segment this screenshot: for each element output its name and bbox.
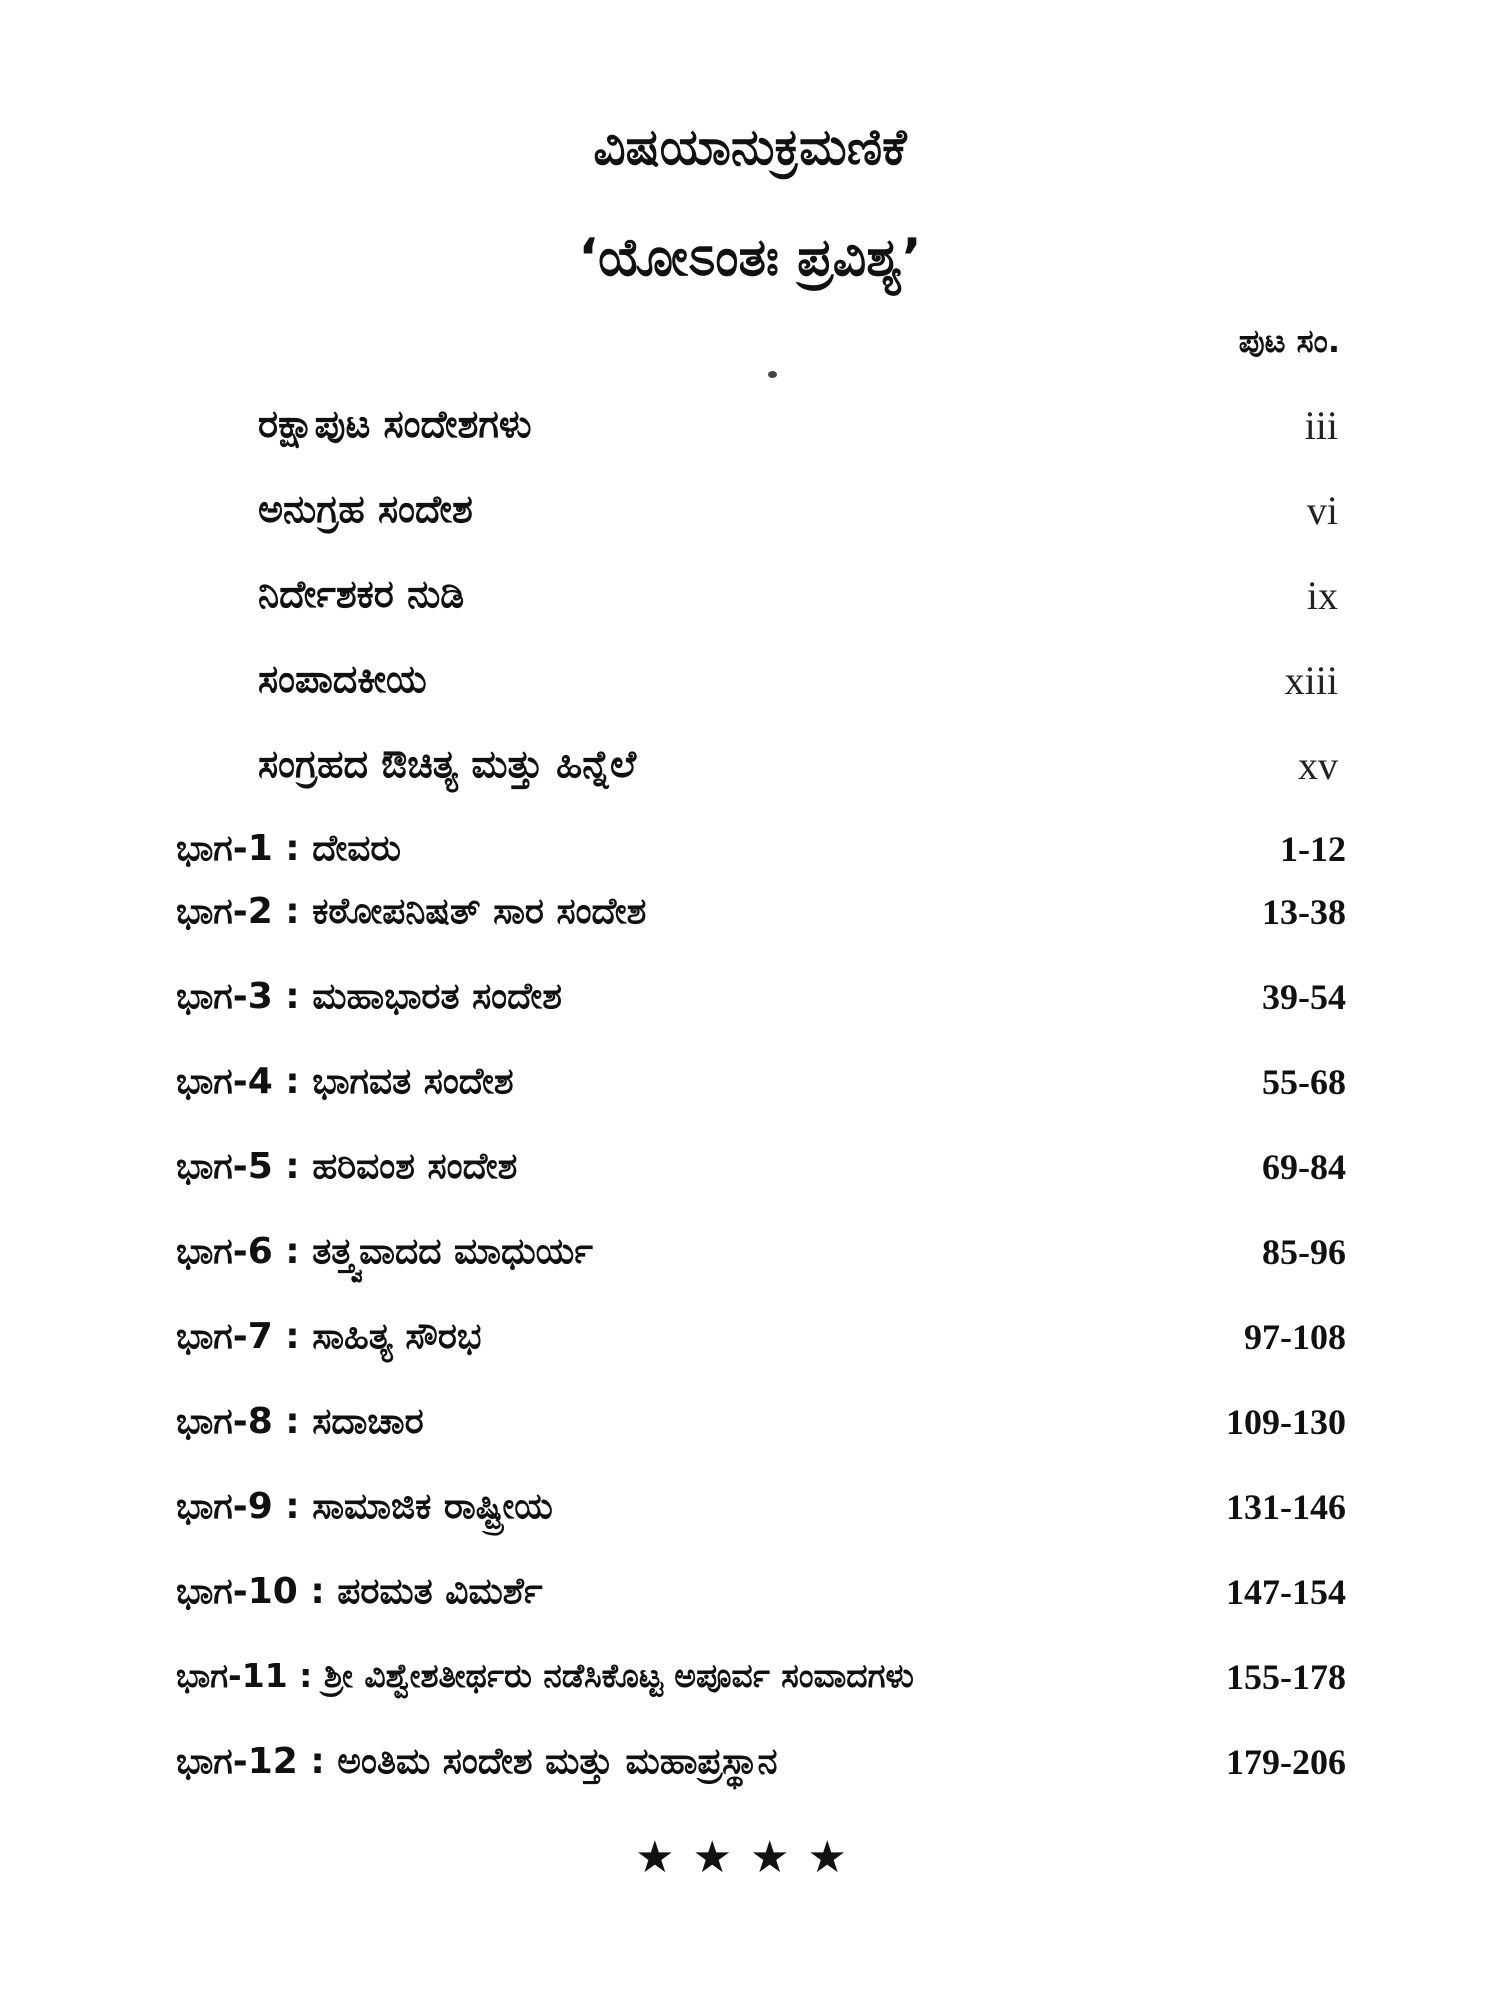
toc-entry-page: xiii <box>1284 658 1338 703</box>
toc-entry <box>258 657 1338 717</box>
part-entry-label: ಭಾಗ-7 : ಸಾಹಿತ್ಯ ಸೌರಭ <box>176 1316 482 1357</box>
part-entry-pages: 39-54 <box>1262 977 1346 1017</box>
part-entry-label: ಭಾಗ-6 : ತತ್ತ್ವವಾದದ ಮಾಧುರ್ಯ <box>176 1231 593 1272</box>
part-entry-pages: 155-178 <box>1226 1657 1346 1697</box>
part-entry <box>176 1146 1346 1206</box>
part-entry <box>176 1316 1346 1376</box>
part-entry <box>176 828 1346 888</box>
part-entry-label: ಭಾಗ-12 : ಅಂತಿಮ ಸಂದೇಶ ಮತ್ತು ಮಹಾಪ್ರಸ್ಥಾನ <box>176 1741 778 1782</box>
part-entry-label: ಭಾಗ-10 : ಪರಮತ ವಿಮರ್ಶೆ <box>176 1571 543 1612</box>
part-entry <box>176 1741 1346 1801</box>
page-subtitle: ‘ಯೋಽಂತಃ ಪ್ರವಿಶ್ಯ’ <box>578 228 922 288</box>
page-title: ವಿಷಯಾನುಕ್ರಮಣಿಕೆ <box>593 118 907 176</box>
toc-entry-label: ಅನುಗ್ರಹ ಸಂದೇಶ <box>258 487 473 531</box>
toc-entry <box>258 742 1338 802</box>
toc-entry <box>258 402 1338 462</box>
ink-speck <box>768 371 777 378</box>
part-entry-label: ಭಾಗ-1 : ದೇವರು <box>176 828 401 869</box>
toc-entry <box>258 572 1338 632</box>
part-entry <box>176 1571 1346 1631</box>
part-entry-pages: 13-38 <box>1262 892 1346 932</box>
part-entry-pages: 179-206 <box>1226 1742 1346 1782</box>
part-entry <box>176 1401 1346 1461</box>
part-entry-pages: 97-108 <box>1244 1317 1346 1357</box>
part-entry <box>176 1231 1346 1291</box>
part-entry-pages: 85-96 <box>1262 1232 1346 1272</box>
part-entry-pages: 55-68 <box>1262 1062 1346 1102</box>
part-entry-pages: 69-84 <box>1262 1147 1346 1187</box>
part-entry <box>176 976 1346 1036</box>
part-entry-label: ಭಾಗ-8 : ಸದಾಚಾರ <box>176 1401 424 1442</box>
part-entry <box>176 1656 1346 1716</box>
toc-entry-label: ನಿರ್ದೇಶಕರ ನುಡಿ <box>258 572 465 616</box>
part-entry-label: ಭಾಗ-3 : ಮಹಾಭಾರತ ಸಂದೇಶ <box>176 976 562 1017</box>
page-number-header: ಪುಟ ಸಂ. <box>1238 322 1340 360</box>
part-entry <box>176 891 1346 951</box>
toc-entry-label: ರಕ್ಷಾಪುಟ ಸಂದೇಶಗಳು <box>258 402 532 446</box>
part-entry-pages: 1-12 <box>1280 829 1346 869</box>
toc-entry <box>258 487 1338 547</box>
toc-entry-page: vi <box>1306 488 1338 533</box>
part-entry-pages: 131-146 <box>1226 1487 1346 1527</box>
part-entry-label: ಭಾಗ-2 : ಕಠೋಪನಿಷತ್ ಸಾರ ಸಂದೇಶ <box>176 891 647 932</box>
toc-entry-label: ಸಂಪಾದಕೀಯ <box>258 657 427 701</box>
part-entry-label: ಭಾಗ-11 : ಶ್ರೀ ವಿಶ್ವೇಶತೀರ್ಥರು ನಡೆಸಿಕೊಟ್ಟ ಅಪೂರ್ವ ಸಂವಾದಗಳು <box>176 1656 914 1695</box>
part-entry-label: ಭಾಗ-4 : ಭಾಗವತ ಸಂದೇಶ <box>176 1061 514 1102</box>
toc-entry-page: iii <box>1304 403 1338 448</box>
toc-entry-page: ix <box>1306 573 1338 618</box>
toc-entry-page: xv <box>1298 743 1338 788</box>
toc-entry-label: ಸಂಗ್ರಹದ ಔಚಿತ್ಯ ಮತ್ತು ಹಿನ್ನೆಲೆ <box>258 742 637 786</box>
part-entry-pages: 109-130 <box>1226 1402 1346 1442</box>
part-entry <box>176 1486 1346 1546</box>
part-entry <box>176 1061 1346 1121</box>
end-stars: ★★★★ <box>635 1832 865 1883</box>
part-entry-label: ಭಾಗ-5 : ಹರಿವಂಶ ಸಂದೇಶ <box>176 1146 518 1187</box>
part-entry-label: ಭಾಗ-9 : ಸಾಮಾಜಿಕ ರಾಷ್ಟ್ರೀಯ <box>176 1486 553 1527</box>
part-entry-pages: 147-154 <box>1226 1572 1346 1612</box>
